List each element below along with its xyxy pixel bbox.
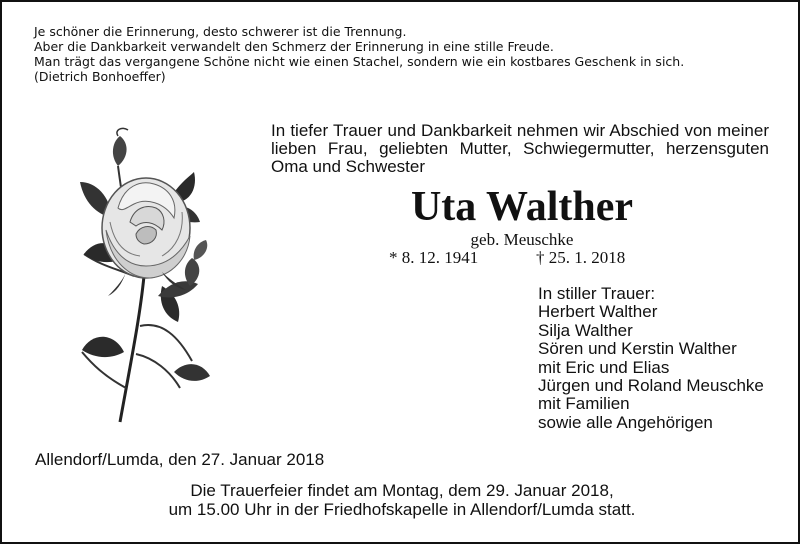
mourner-entry: mit Eric und Elias [538, 357, 670, 377]
mourner-entry: Silja Walther [538, 320, 633, 340]
mourner-entry: mit Familien [538, 394, 630, 414]
mourner-entry: sowie alle Angehörigen [538, 412, 713, 432]
birth-date: * 8. 12. 1941 [389, 248, 479, 267]
mourners-list [538, 285, 764, 432]
intro-text: In tiefer Trauer und Dankbarkeit nehmen wir Abschied von meiner lieben Frau, geliebten Mutter, Schwiegermutter, herzensguten Oma und Schwester [271, 121, 769, 176]
mourner-entry: Sören und Kerstin Walther [538, 339, 737, 359]
maiden-name: geb. Meuschke [470, 230, 574, 249]
quote-line: Aber die Dankbarkeit verwandelt den Schmerz der Erinnerung in eine stille Freude. [34, 39, 554, 54]
death-date: † 25. 1. 2018 [536, 248, 626, 267]
mourners-heading: In stiller Trauer: [538, 284, 656, 303]
service-line: um 15.00 Uhr in der Friedhofskapelle in Allendorf/Lumda statt. [168, 499, 636, 519]
service-line: Die Trauerfeier findet am Montag, dem 29. Januar 2018, [190, 481, 614, 500]
quote-line: Man trägt das vergangene Schöne nicht wie einen Stachel, sondern wie ein kostbares Geschenk in sich. [34, 54, 685, 69]
mourner-entry: Herbert Walther [538, 302, 658, 322]
quote-author: (Dietrich Bonhoeffer) [34, 69, 166, 84]
bonhoeffer-quote [34, 24, 684, 84]
place-and-date: Allendorf/Lumda, den 27. Januar 2018 [35, 450, 325, 469]
quote-line: Je schöner die Erinnerung, desto schwerer ist die Trennung. [34, 24, 407, 39]
mourner-entry: Jürgen und Roland Meuschke [538, 376, 764, 396]
rose-icon [74, 126, 224, 426]
funeral-service-info [122, 482, 682, 519]
deceased-name: Uta Walther [410, 184, 634, 230]
